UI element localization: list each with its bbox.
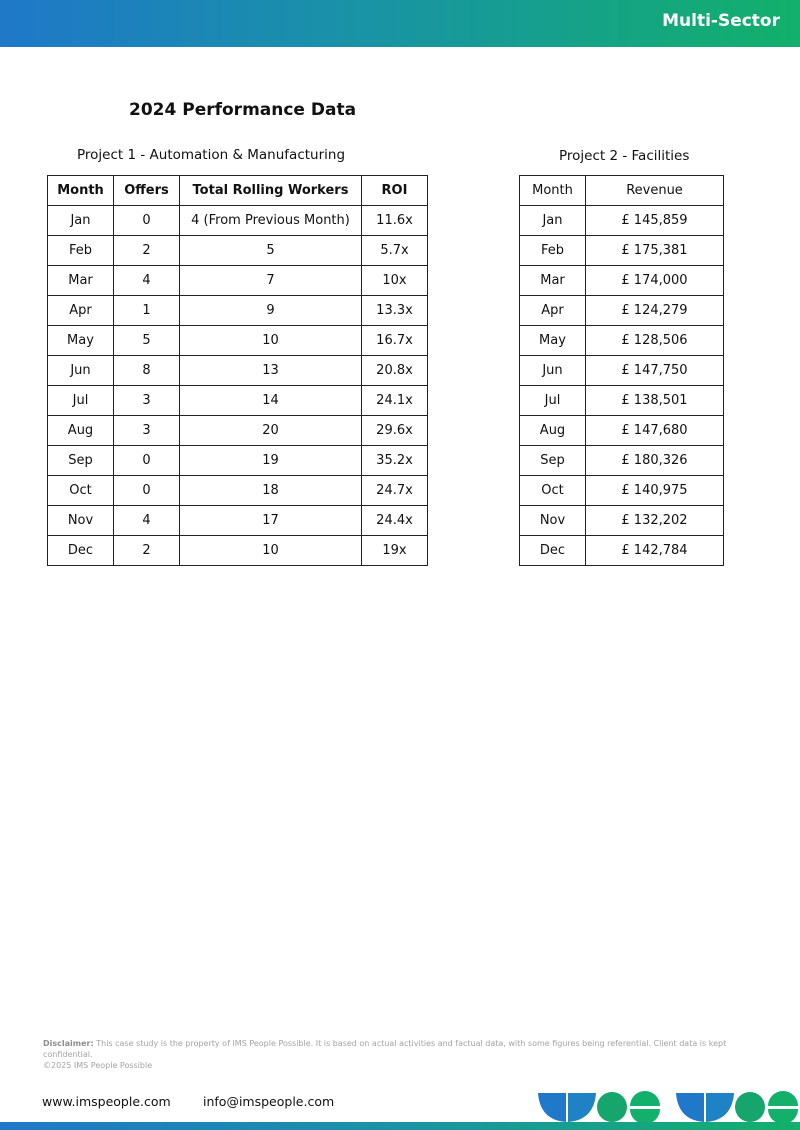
table-cell: 0 [114, 476, 180, 506]
table-cell: £ 180,326 [586, 446, 724, 476]
table-cell: May [48, 326, 114, 356]
table-cell: 5 [180, 236, 362, 266]
table-cell: 20 [180, 416, 362, 446]
table-cell: 5.7x [362, 236, 428, 266]
table-cell: Feb [520, 236, 586, 266]
header-banner [0, 0, 800, 47]
table-row [48, 356, 428, 386]
table-row [520, 206, 724, 236]
table-row [48, 386, 428, 416]
sector-label: Multi-Sector [662, 11, 780, 31]
table-cell: Jan [48, 206, 114, 236]
table-cell: 3 [114, 386, 180, 416]
column-header: Revenue [586, 176, 724, 206]
table-cell: 10 [180, 536, 362, 566]
table-row [520, 266, 724, 296]
table-cell: 35.2x [362, 446, 428, 476]
table-row [48, 536, 428, 566]
table-row [48, 506, 428, 536]
table-cell: Jul [48, 386, 114, 416]
table-cell: May [520, 326, 586, 356]
table-cell: 2 [114, 536, 180, 566]
table-cell: 13.3x [362, 296, 428, 326]
table-cell: £ 142,784 [586, 536, 724, 566]
table-cell: £ 174,000 [586, 266, 724, 296]
table-cell: 10 [180, 326, 362, 356]
column-header: ROI [362, 176, 428, 206]
table-row [520, 536, 724, 566]
disclaimer-label: Disclaimer: [43, 1039, 94, 1048]
project2-table [519, 175, 724, 566]
project1-title: Project 1 - Automation & Manufacturing [77, 147, 346, 163]
table-cell: 24.4x [362, 506, 428, 536]
page-title: 2024 Performance Data [129, 100, 357, 120]
table-cell: £ 175,381 [586, 236, 724, 266]
table-cell: 2 [114, 236, 180, 266]
table-row [520, 386, 724, 416]
table-cell: 19 [180, 446, 362, 476]
table-cell: 24.1x [362, 386, 428, 416]
table-cell: Apr [48, 296, 114, 326]
project1-table [47, 175, 428, 566]
table-header-row [48, 176, 428, 206]
table-cell: 7 [180, 266, 362, 296]
table-cell: £ 145,859 [586, 206, 724, 236]
footer-bar [0, 1122, 800, 1130]
table-cell: 19x [362, 536, 428, 566]
copyright: ©2025 IMS People Possible [43, 1061, 153, 1070]
brand-shapes-icon [536, 1090, 800, 1124]
column-header: Offers [114, 176, 180, 206]
table-cell: Aug [520, 416, 586, 446]
table-cell: £ 147,680 [586, 416, 724, 446]
table-row [48, 236, 428, 266]
table-cell: Sep [48, 446, 114, 476]
table-cell: Jul [520, 386, 586, 416]
table-cell: 4 (From Previous Month) [180, 206, 362, 236]
table-cell: Oct [48, 476, 114, 506]
table-cell: 4 [114, 506, 180, 536]
column-header: Total Rolling Workers [180, 176, 362, 206]
disclaimer-text: This case study is the property of IMS People Possible. It is based on actual activities and factual data, with some figures being referential. Client data is kept confidential. [43, 1039, 727, 1059]
table-cell: 11.6x [362, 206, 428, 236]
table-row [48, 416, 428, 446]
table-cell: 3 [114, 416, 180, 446]
table-cell: 5 [114, 326, 180, 356]
table-cell: 0 [114, 446, 180, 476]
table-cell: 9 [180, 296, 362, 326]
table-cell: 18 [180, 476, 362, 506]
table-cell: Jun [520, 356, 586, 386]
table-row [48, 476, 428, 506]
table-cell: 17 [180, 506, 362, 536]
table-cell: 1 [114, 296, 180, 326]
table-row [520, 236, 724, 266]
table-cell: 8 [114, 356, 180, 386]
table-cell: Sep [520, 446, 586, 476]
table-row [48, 266, 428, 296]
table-cell: 0 [114, 206, 180, 236]
table-cell: Dec [520, 536, 586, 566]
table-cell: Nov [48, 506, 114, 536]
table-row [520, 476, 724, 506]
table-row [48, 446, 428, 476]
table-row [520, 296, 724, 326]
table-cell: 16.7x [362, 326, 428, 356]
table-cell: Dec [48, 536, 114, 566]
table-cell: Aug [48, 416, 114, 446]
table-cell: 10x [362, 266, 428, 296]
table-row [48, 296, 428, 326]
table-cell: Jan [520, 206, 586, 236]
column-header: Month [520, 176, 586, 206]
table-cell: £ 147,750 [586, 356, 724, 386]
table-cell: Feb [48, 236, 114, 266]
table-row [520, 416, 724, 446]
table-cell: Apr [520, 296, 586, 326]
table-cell: 20.8x [362, 356, 428, 386]
table-cell: 24.7x [362, 476, 428, 506]
table-cell: £ 128,506 [586, 326, 724, 356]
table-cell: 13 [180, 356, 362, 386]
table-cell: Nov [520, 506, 586, 536]
table-cell: Mar [520, 266, 586, 296]
disclaimer [43, 1038, 773, 1071]
table-row [520, 506, 724, 536]
table-row [520, 326, 724, 356]
table-row [520, 356, 724, 386]
website-link[interactable]: www.imspeople.com [42, 1094, 171, 1109]
table-row [48, 206, 428, 236]
email-link[interactable]: info@imspeople.com [203, 1094, 335, 1109]
table-cell: 29.6x [362, 416, 428, 446]
table-row [48, 326, 428, 356]
column-header: Month [48, 176, 114, 206]
table-cell: 4 [114, 266, 180, 296]
table-cell: 14 [180, 386, 362, 416]
table-cell: Jun [48, 356, 114, 386]
table-cell: Mar [48, 266, 114, 296]
table-cell: £ 138,501 [586, 386, 724, 416]
table-cell: £ 132,202 [586, 506, 724, 536]
table-cell: £ 124,279 [586, 296, 724, 326]
table-row [520, 446, 724, 476]
project2-title: Project 2 - Facilities [559, 148, 690, 164]
table-header-row [520, 176, 724, 206]
table-cell: Oct [520, 476, 586, 506]
table-cell: £ 140,975 [586, 476, 724, 506]
